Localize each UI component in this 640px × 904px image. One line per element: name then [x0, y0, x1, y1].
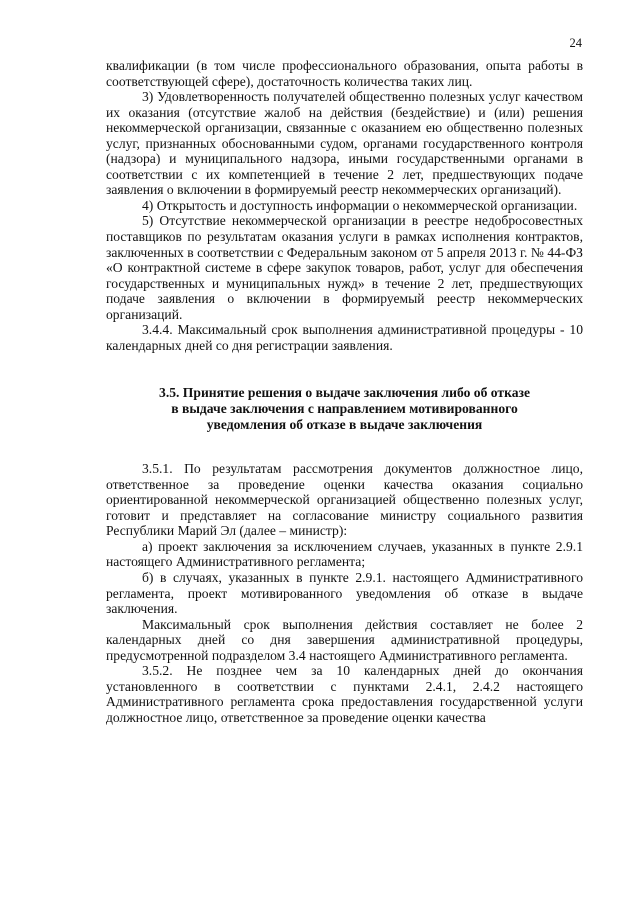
section-heading [106, 385, 583, 432]
paragraph: 5) Отсутствие некоммерческой организации в реестре недобросовестных поставщиков по результатам оказания услуги в рамках исполнения контрактов, заключенных в соответствии с Федеральным законом от 5 апреля 2013 г. № 44-ФЗ «О контрактной системе в сфере закупок товаров, работ, услуг для обеспечения государственных и муниципальных нужд» в течение 2 лет, предшествующих подаче заявления о включении в формируемый реестр некоммерческих организаций. [106, 213, 583, 322]
paragraph: 3.5.2. Не позднее чем за 10 календарных дней до окончания установленного в соответствии с пунктами 2.4.1, 2.4.2 настоящего Административного регламента срока предоставления государственной услуги должностное лицо, ответственное за проведение оценки качества [106, 663, 583, 725]
paragraph: а) проект заключения за исключением случаев, указанных в пункте 2.9.1 настоящего Административного регламента; [106, 538, 583, 570]
section-heading-line: уведомления об отказе в выдаче заключения [206, 416, 483, 432]
section-heading-line: в выдаче заключения с направлением мотивированного [171, 400, 518, 416]
paragraph: 3.4.4. Максимальный срок выполнения административной процедуры - 10 календарных дней со дня регистрации заявления. [106, 322, 583, 353]
paragraph: б) в случаях, указанных в пункте 2.9.1. настоящего Административного регламента, проект мотивированного уведомления об отказе в выдаче заключения. [106, 570, 583, 617]
document-body [106, 58, 583, 725]
paragraph: 3.5.1. По результатам рассмотрения документов должностное лицо, ответственное за проведение оценки качества оказания социально ориентированной некоммерческой организацией общественно полезных услуг, готовит и представляет на согласование министру социального развития Республики Марий Эл (далее – министр): [106, 461, 583, 539]
page-number: 24 [569, 36, 582, 50]
section-heading-line: 3.5. Принятие решения о выдаче заключения либо об отказе [159, 385, 530, 401]
paragraphs-after-heading [106, 461, 583, 725]
paragraph: 4) Открытость и доступность информации о некоммерческой организации. [142, 197, 578, 213]
paragraph: 3) Удовлетворенность получателей общественно полезных услуг качеством их оказания (отсутствие жалоб на действия (бездействие) и (или) решения некоммерческой организации, связанные с оказанием ею общественно полезных услуг, признанных обоснованными судом, органами государственного контроля (надзора) и муниципального надзора, иными государственными органами в соответствии с их компетенцией в течение 2 лет, предшествующих подаче заявления о включении в формируемый реестр некоммерческих организаций). [106, 89, 583, 198]
paragraph: квалификации (в том числе профессионального образования, опыта работы в соответствующей сфере), достаточность количества таких лиц. [106, 58, 583, 89]
paragraph: Максимальный срок выполнения действия составляет не более 2 календарных дней со дня завершения административной процедуры, предусмотренной подразделом 3.4 настоящего Административного регламента. [106, 616, 583, 663]
paragraphs-before-heading [106, 58, 583, 353]
